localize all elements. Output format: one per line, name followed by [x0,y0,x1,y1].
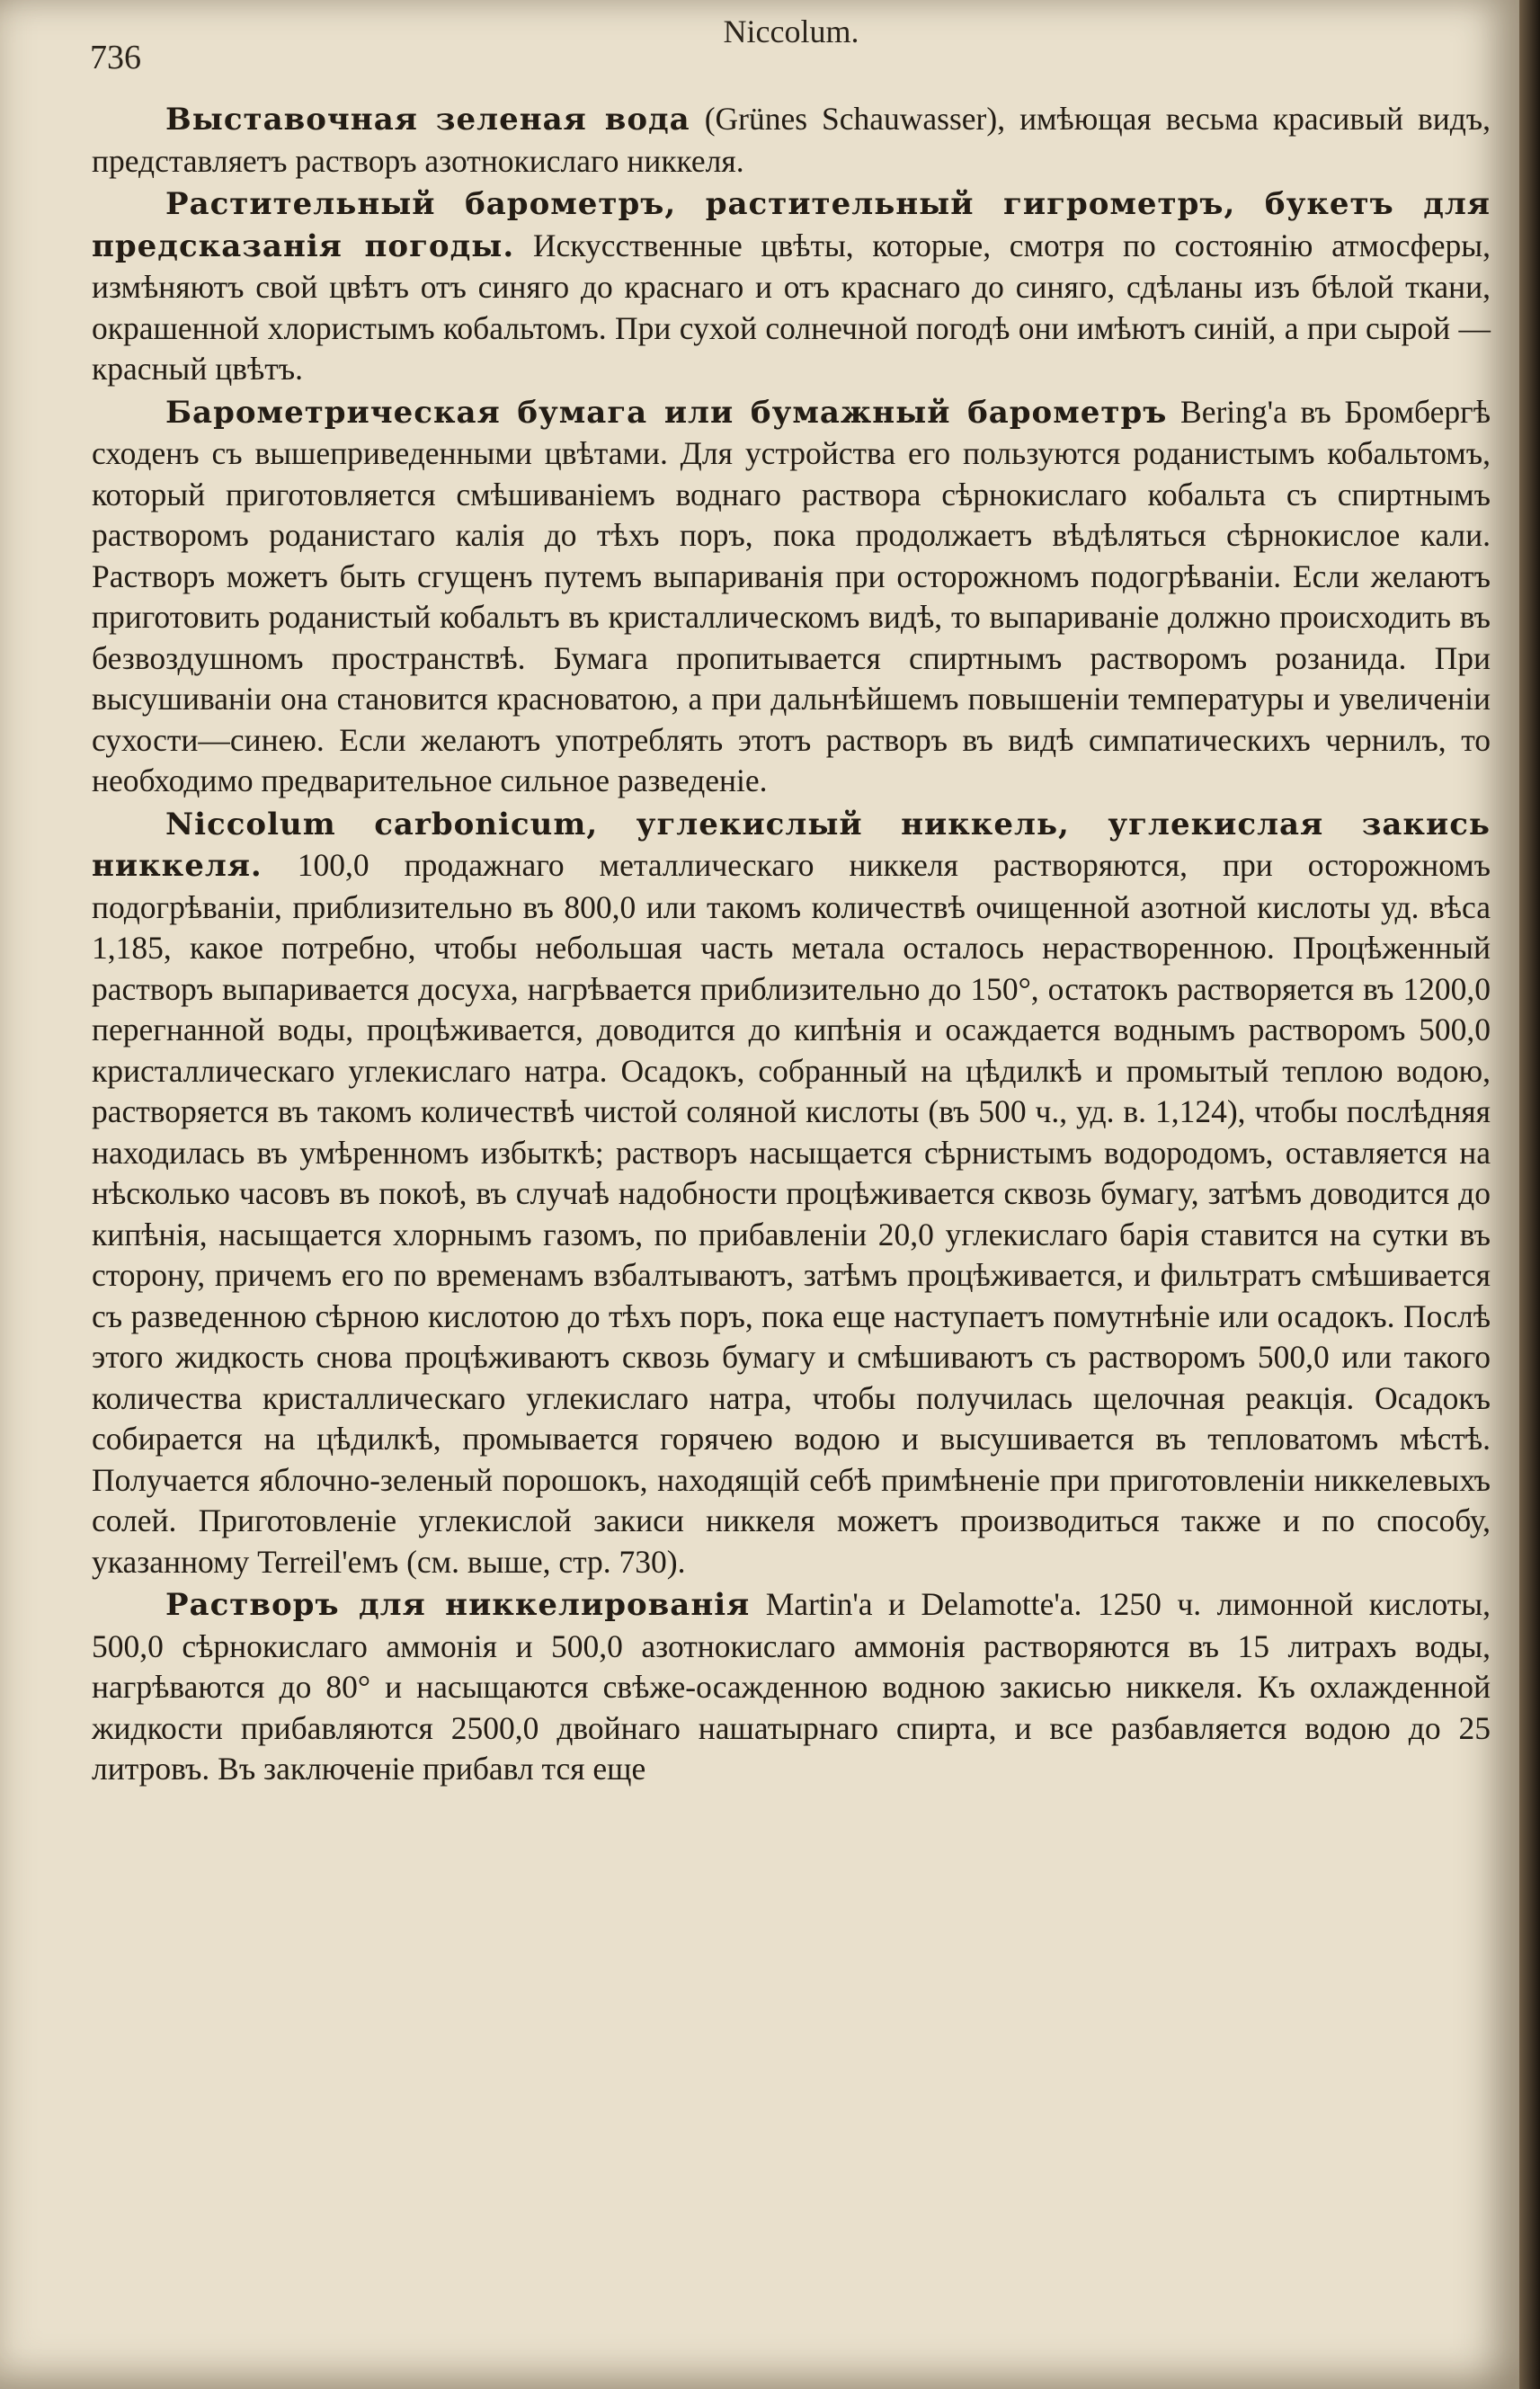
paragraph-heading: Растительный барометръ, растительный гигрометръ, букетъ для предсказанія погоды. [92,186,1491,264]
paragraph-text: 100,0 продажнаго металлическаго никкеля растворяются, при осторожномъ подогрѣваніи, приблизительно въ 800,0 или такомъ количествѣ очищенной азотной кислоты уд. вѣса 1,185, какое потребно, чтобы небольшая часть метала осталось нерастворенною. Процѣженный растворъ выпаривается досуха, нагрѣвается приблизительно до 150°, остатокъ растворяется въ 1200,0 перегнанной воды, процѣживается, доводится до кипѣнія и осаждается воднымъ растворомъ 500,0 кристаллическаго углекислаго натра. Осадокъ, собранный на цѣдилкѣ и промытый теплою водою, растворяется въ такомъ количествѣ чистой соляной кислоты (въ 500 ч., уд. в. 1,124), чтобы послѣдняя находилась въ умѣренномъ избыткѣ; растворъ насыщается сѣрнистымъ водородомъ, оставляется на нѣсколько часовъ въ покоѣ, въ случаѣ надобности процѣживается сквозь бумагу, затѣмъ доводится до кипѣнія, насыщается хлорнымъ газомъ, по прибавленіи 20,0 углекислаго барія ставится на сутки въ сторону, причемъ его по временамъ взбалтываютъ, затѣмъ процѣживается, и фильтратъ смѣшивается съ разведенною сѣрною кислотою до тѣхъ поръ, пока еще наступаетъ помутнѣніе или осадокъ. Послѣ этого жидкость снова процѣживаютъ сквозь бумагу и смѣшиваютъ съ растворомъ 500,0 или такого количества кристаллическаго углекислаго натра, чтобы получилась щелочная реакція. Осадокъ собирается на цѣдилкѣ, промывается горячею водою и высушивается въ тепловатомъ мѣстѣ. Получается яблочно-зеленый порошокъ, находящій себѣ примѣненіе при приготовленіи никкелевыхъ солей. Приготовленіе углекислой закиси никкеля можетъ производиться также и по способу, указанному Terreil'емъ (см. выше, стр. 730). [92,847,1491,1580]
book-spine-shadow [1519,0,1540,2389]
page-header [90,13,1492,76]
paragraph-heading: Выставочная зеленая вода [165,102,690,138]
page-number: 736 [90,39,141,76]
paragraph-text: Искусственные цвѣты, которые, смотря по состоянію атмосферы, измѣняютъ свой цвѣтъ отъ синяго до краснаго и отъ краснаго до синяго, сдѣланы изъ бѣлой ткани, окрашенной хлористымъ кобальтомъ. При сухой солнечной погодѣ они имѣютъ синій, а при сырой — красный цвѣтъ. [92,227,1491,387]
running-title: Niccolum. [723,13,859,49]
paragraph-heading: Растворъ для никкелированія [165,1587,751,1623]
paragraph-exhibition-water [92,99,1491,182]
paragraph-text: (Grünes Schauwasser), имѣющая весьма красивый видъ, представляетъ растворъ азотнокислаго никкеля. [92,101,1491,179]
paragraph-text: Martin'a и Delamotte'a. 1250 ч. лимонной кислоты, 500,0 сѣрнокислаго аммонія и 500,0 азотнокислаго аммонія растворяются въ 15 литрахъ воды, нагрѣваются до 80° и насыщаются свѣже-осажденною водною закисью никкеля. Къ охлажденной жидкости прибавляются 2500,0 двойнаго нашатырнаго спирта, и все разбавляется водою до 25 литровъ. Въ заключеніе прибавл тся еще [92,1586,1491,1787]
paragraph-heading: Niccolum carbonicum, углекислый никкель, углекислая закись никкеля. [92,806,1491,884]
paragraph-text: Bering'a въ Бромбергѣ сходенъ съ вышеприведенными цвѣтами. Для устройства его пользуются роданистымъ кобальтомъ, который приготовляется смѣшиваніемъ воднаго раствора сѣрнокислаго кобальта съ спиртнымъ растворомъ роданистаго калія до тѣхъ поръ, пока продолжаетъ вѣдѣляться сѣрнокислое кали. Растворъ можетъ быть сгущенъ путемъ выпариванія при осторожномъ подогрѣваніи. Если желаютъ приготовить роданистый кобальтъ въ кристаллическомъ видѣ, то выпариваніе должно происходить въ безвоздушномъ пространствѣ. Бумага пропитывается спиртнымъ растворомъ розанида. При высушиваніи она становится красноватою, а при дальнѣйшемъ повышеніи температуры и увеличеніи сухости—синею. Если желаютъ употреблять этотъ растворъ въ видѣ симпатическихъ чернилъ, то необходимо предварительное сильное разведеніе. [92,393,1491,798]
page-body [92,99,1491,1792]
paragraph-paper-barometer [92,392,1491,802]
paragraph-niccolum-carbonicum [92,804,1491,1583]
paragraph-plant-barometer [92,183,1491,390]
paragraph-heading: Барометрическая бумага или бумажный барометръ [165,394,1168,431]
paragraph-nickel-plating [92,1584,1491,1790]
